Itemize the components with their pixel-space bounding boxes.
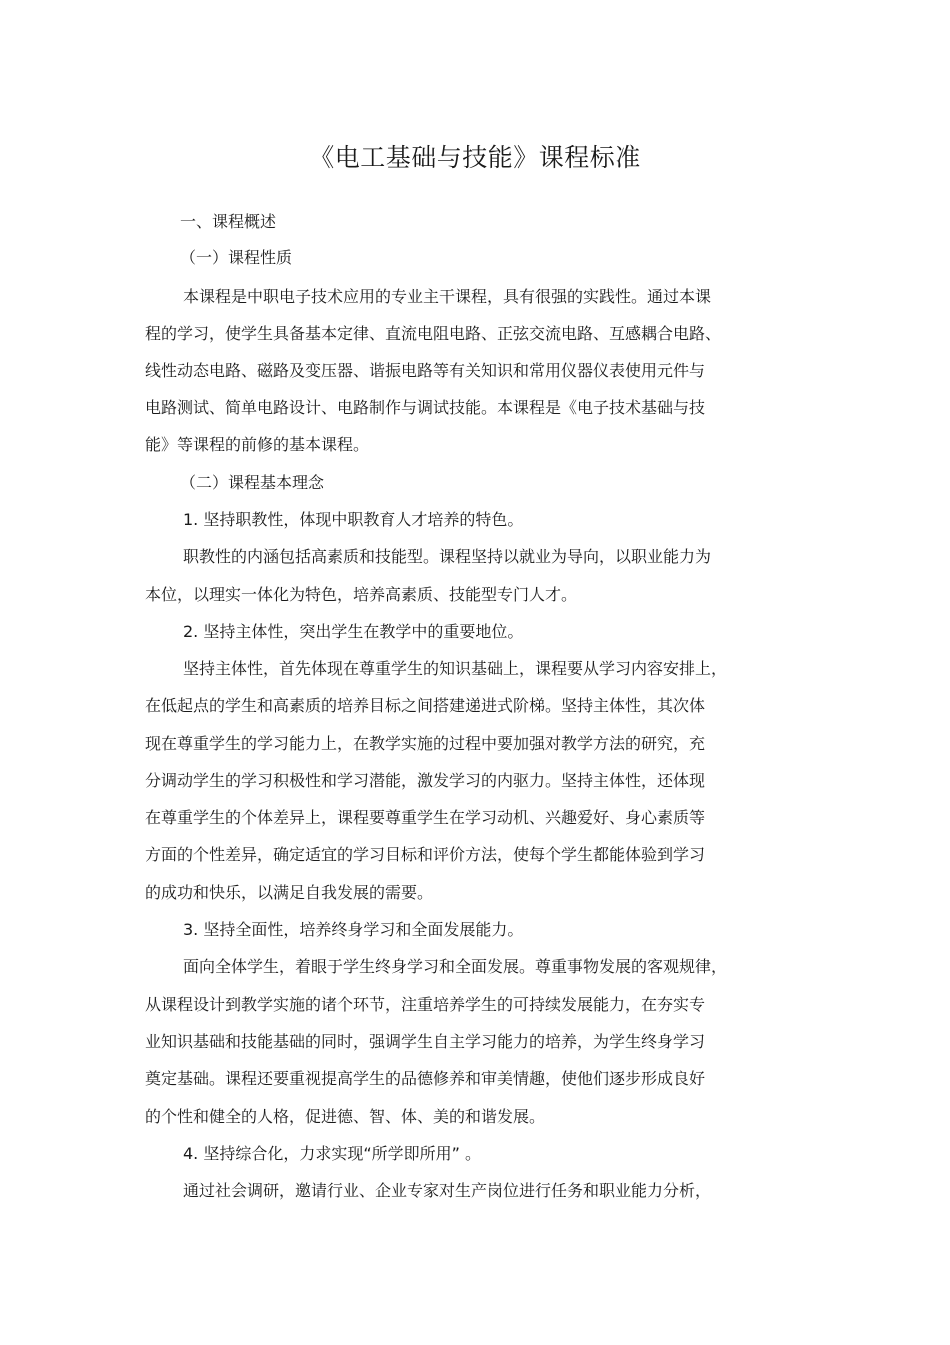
paragraph-line: 分调动学生的学习积极性和学习潜能，激发学习的内驱力。坚持主体性，还体现 — [145, 771, 706, 790]
paragraph-line: 程的学习，使学生具备基本定律、直流电阻电路、正弦交流电路、互感耦合电路、 — [145, 324, 722, 343]
paragraph-line: 业知识基础和技能基础的同时，强调学生自主学习能力的培养，为学生终身学习 — [145, 1032, 706, 1051]
paragraph-line: 奠定基础。课程还要重视提高学生的品德修养和审美情趣，使他们逐步形成良好 — [145, 1069, 706, 1088]
paragraph-line: 坚持主体性，首先体现在尊重学生的知识基础上，课程要从学习内容安排上， — [183, 659, 728, 678]
paragraph-line: 在尊重学生的个体差异上，课程要尊重学生在学习动机、兴趣爱好、身心素质等 — [145, 808, 706, 827]
paragraph-line: 能》等课程的前修的基本课程。 — [145, 435, 370, 454]
paragraph-line: 从课程设计到教学实施的诸个环节，注重培养学生的可持续发展能力，在夯实专 — [145, 995, 706, 1014]
paragraph-line: 方面的个性差异，确定适宜的学习目标和评价方法，使每个学生都能体验到学习 — [145, 845, 706, 864]
section-heading: 一、课程概述 — [180, 212, 277, 231]
subsection-heading: （二）课程基本理念 — [180, 473, 325, 492]
numbered-point: 1. 坚持职教性，体现中职教育人才培养的特色。 — [183, 510, 524, 529]
paragraph-line: 本课程是中职电子技术应用的专业主干课程，具有很强的实践性。通过本课 — [183, 287, 712, 306]
paragraph-line: 面向全体学生，着眼于学生终身学习和全面发展。尊重事物发展的客观规律， — [183, 957, 728, 976]
paragraph-line: 本位，以理实一体化为特色，培养高素质、技能型专门人才。 — [145, 585, 578, 604]
paragraph-line: 的成功和快乐，以满足自我发展的需要。 — [145, 883, 434, 902]
paragraph-line: 现在尊重学生的学习能力上，在教学实施的过程中要加强对教学方法的研究，充 — [145, 734, 706, 753]
paragraph-line: 通过社会调研，邀请行业、企业专家对生产岗位进行任务和职业能力分析， — [183, 1181, 712, 1200]
numbered-point: 2. 坚持主体性，突出学生在教学中的重要地位。 — [183, 622, 524, 641]
paragraph-line: 线性动态电路、磁路及变压器、谐振电路等有关知识和常用仪器仪表使用元件与 — [145, 361, 706, 380]
paragraph-line: 职教性的内涵包括高素质和技能型。课程坚持以就业为导向，以职业能力为 — [183, 547, 712, 566]
numbered-point: 4. 坚持综合化，力求实现“所学即所用” 。 — [183, 1144, 482, 1163]
numbered-point: 3. 坚持全面性，培养终身学习和全面发展能力。 — [183, 920, 524, 939]
document-title: 《电工基础与技能》课程标准 — [309, 143, 641, 172]
subsection-heading: （一）课程性质 — [180, 248, 293, 267]
paragraph-line: 的个性和健全的人格，促进德、智、体、美的和谐发展。 — [145, 1107, 546, 1126]
paragraph-line: 在低起点的学生和高素质的培养目标之间搭建递进式阶梯。坚持主体性，其次体 — [145, 696, 706, 715]
paragraph-line: 电路测试、简单电路设计、电路制作与调试技能。本课程是《电子技术基础与技 — [145, 398, 706, 417]
